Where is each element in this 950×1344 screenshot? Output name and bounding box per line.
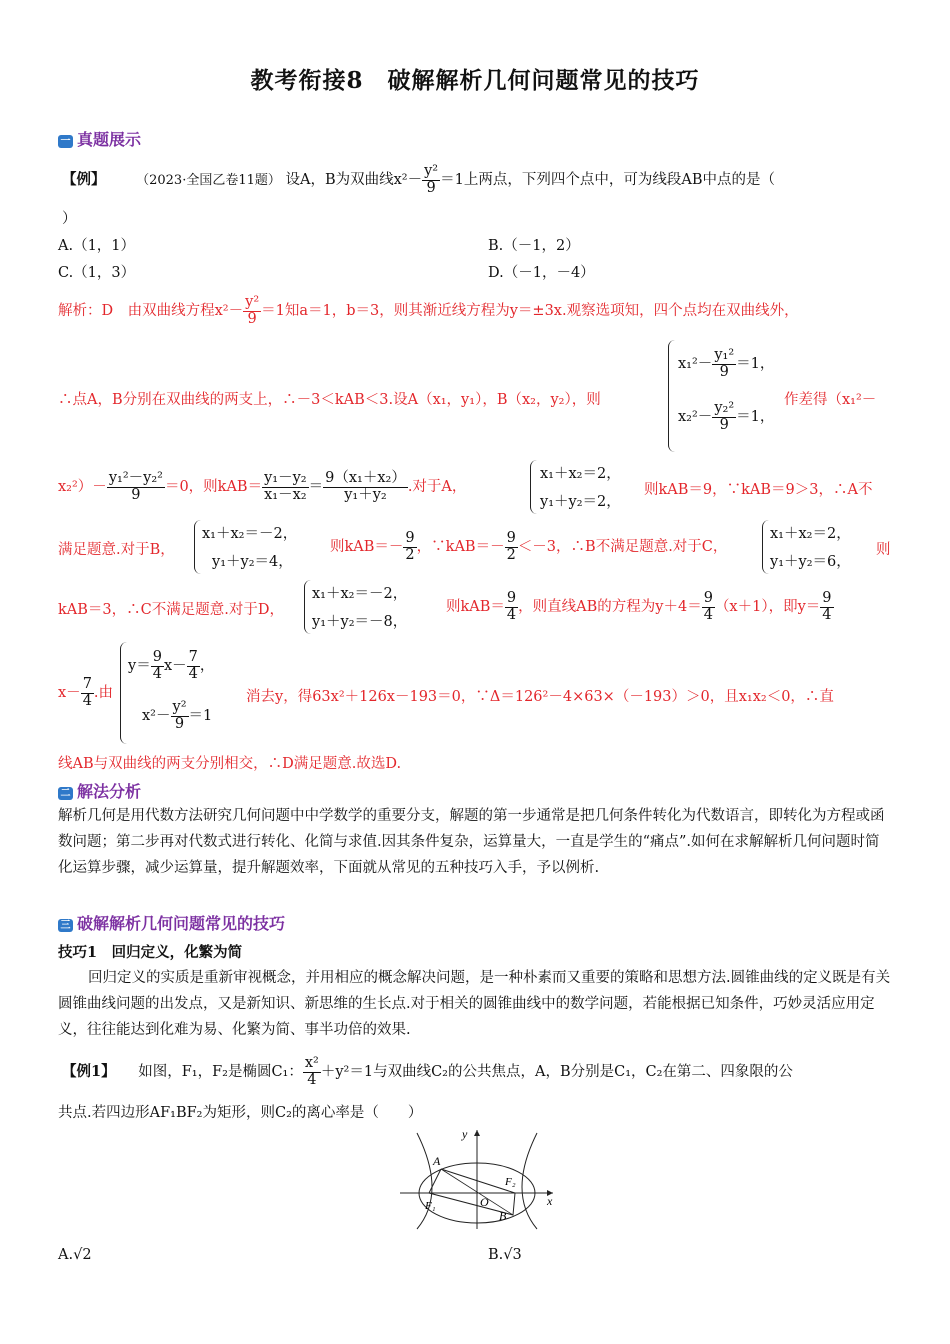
page-title: 教考衔接8 破解解析几何问题常见的技巧 [250, 67, 700, 94]
system-d-row-2: y₁＋y₂＝－8， [312, 614, 408, 630]
system-e-row-2: x²－ $\frac{\text{y²}}{9}$ ＝1 [142, 699, 213, 732]
solution-line-7: 线AB与双曲线的两支分别相交，∴D满足题意.故选D. [58, 756, 402, 772]
system-e-row-1: y＝ $\frac{9}{4}$ x－ $\frac{7}{4}$ ， [128, 649, 215, 682]
system-1-row-1: x₁²－ $\frac{\text{y₁²}}{9}$ ＝1， [678, 347, 775, 380]
system-c-row-1: x₁＋x₂＝2， [770, 526, 851, 542]
section-number-badge: 二 [58, 787, 73, 800]
section-label: 解法分析 [77, 782, 142, 801]
system-brace [668, 340, 675, 452]
example-1-tag: 【例1】 [62, 1063, 116, 1080]
section-label: 破解解析几何问题常见的技巧 [77, 914, 286, 933]
y-axis-arrow [474, 1130, 480, 1136]
option-b: B.（－1，2） [488, 238, 580, 254]
ellipse-hyperbola-figure [395, 1125, 565, 1230]
example-1-line-1: 【例1】 如图，F₁，F₂是椭圆C₁： $\frac{\text{x²}}{4}$ ＋y²＝1与双曲线C₂的公共焦点，A，B分别是C₁，C₂在第二、四象限的公 [62, 1055, 793, 1088]
stem-closing-paren: ） [62, 211, 77, 227]
solution-line-6c: 消去y，得63x²＋126x－193＝0，∵Δ＝126²－4×63×（－193）＞0，且x₁x₂＜0，∴直 [246, 689, 834, 705]
solution-line-5a: kAB＝3，∴C不满足题意.对于D， [58, 602, 284, 618]
option-c: C.（1，3） [58, 265, 136, 281]
section-number-badge: 一 [58, 135, 73, 148]
fraction-y2-over-9: $\frac{\text{y²}}{9}$ [424, 163, 439, 196]
solution-line-4a: 满足题意.对于B， [58, 542, 175, 558]
system-b-row-2: y₁＋y₂＝4， [212, 554, 293, 570]
label-f1: F₁ [425, 1200, 436, 1212]
section-number-badge: 三 [58, 919, 73, 932]
section-label: 真题展示 [77, 130, 142, 149]
system-a-row-2: y₁＋y₂＝2， [540, 494, 621, 510]
label-b: B [499, 1209, 507, 1223]
solution-line-4e: 则 [876, 542, 891, 558]
fraction-y2-over-9: $\frac{\text{y²}}{9}$ [245, 294, 260, 327]
example-tag: 【例】 [62, 171, 106, 188]
label-x: x [547, 1194, 553, 1208]
option-d: D.（－1，－4） [488, 265, 595, 281]
solution-line-3: x₂²）－ $\frac{\text{y₁²－y₂²}}{9}$ ＝0，则kAB＝ $\frac{\text{y₁－y₂}}{\text{x₁－x₂}}$ ＝ $\frac{\text{9（x₁＋x₂）}}{\text{y₁＋y₂}}$ .对于A， [58, 470, 467, 503]
solution-line-4b: 则kAB＝－ $\frac{9}{2}$ ，∵kAB＝－ $\frac{9}{2}$ ＜－3，∴B不满足题意.对于C， [330, 530, 728, 563]
label-o: O [480, 1195, 489, 1209]
label-f2: F₂ [505, 1176, 516, 1188]
example-1-line-2: 共点.若四边形AF₁BF₂为矩形，则C₂的离心率是（ ） [58, 1105, 423, 1121]
example-1-option-a: A.√2 [58, 1247, 92, 1263]
skill-1-paragraph: 回归定义的实质是重新审视概念，并用相应的概念解决问题，是一种朴素而又重要的策略和思想方法.圆锥曲线的定义既是有关圆锥曲线问题的出发点，又是新知识、新思维的生长点.对于相关的圆锥曲线中的数学问题，若能根据已知条件，巧妙灵活应用定义，往往能达到化难为易、化繁为简、事半功倍的效果. [58, 970, 891, 1038]
skill-1-heading: 技巧1 回归定义，化繁为简 [58, 944, 243, 961]
solution-line-5b: 则kAB＝ $\frac{9}{4}$ ，则直线AB的方程为y＋4＝ $\frac{9}{4}$ （x＋1），即y＝ $\frac{9}{4}$ [446, 590, 832, 623]
solution-line-2a: ∴点A，B分别在双曲线的两支上，∴－3＜kAB＜3.设A（x₁，y₁），B（x₂，y₂），则 [58, 392, 601, 408]
option-a: A.（1，1） [58, 238, 136, 254]
example-stem [62, 160, 775, 200]
hyperbola-right-branch [522, 1133, 537, 1229]
solution-line-1: 解析：D 由双曲线方程x²－ $\frac{\text{y²}}{9}$ ＝1知a＝1，b＝3，则其渐近线方程为y＝±3x.观察选项知，四个点均在双曲线外， [58, 294, 799, 327]
stem-text-a: 设A，B为双曲线x²－ [285, 172, 423, 188]
solution-line-6a: x－ $\frac{7}{4}$ .由 [58, 676, 114, 709]
system-e-brace [120, 642, 127, 744]
system-1-row-2: x₂²－ $\frac{\text{y₂²}}{9}$ ＝1， [678, 400, 775, 433]
solution-line-2b: 作差得（x₁²－ [784, 392, 877, 408]
example-1-option-b: B.√3 [488, 1247, 522, 1263]
system-a-row-1: x₁＋x₂＝2， [540, 466, 621, 482]
system-c-row-2: y₁＋y₂＝6， [770, 554, 851, 570]
system-a-brace [530, 460, 537, 514]
example-source: （2023·全国乙卷11题） [136, 173, 281, 188]
section-heading-techniques [58, 911, 285, 934]
fraction-x2-over-4: $\frac{\text{x²}}{4}$ [304, 1055, 319, 1088]
label-y: y [462, 1127, 468, 1141]
label-a: A [433, 1154, 441, 1168]
section-heading-analysis [58, 779, 141, 802]
system-b-brace [194, 520, 201, 574]
stem-text-b: ＝1上两点，下列四个点中，可为线段AB中点的是（ [440, 172, 775, 188]
system-b-row-1: x₁＋x₂＝－2， [202, 526, 298, 542]
system-d-brace [304, 580, 311, 634]
analysis-paragraph: 解析几何是用代数方法研究几何问题中中学数学的重要分支，解题的第一步通常是把几何条件转化为代数语言，即转化为方程或函数问题；第二步再对代数式进行转化、化简与求值.因其条件复杂，运算量大，一直是学生的“痛点”.如何在求解解析几何问题时简化运算步骤，减少运算量，提升解题效率，下面就从常见的五种技巧入手，予以例析. [58, 808, 885, 876]
solution-line-3d: 则kAB＝9，∵kAB＝9＞3，∴A不 [644, 482, 873, 498]
system-c-brace [762, 520, 769, 574]
system-d-row-1: x₁＋x₂＝－2， [312, 586, 408, 602]
section-heading-real-problem [58, 127, 141, 150]
hyperbola-left-branch [417, 1133, 432, 1229]
